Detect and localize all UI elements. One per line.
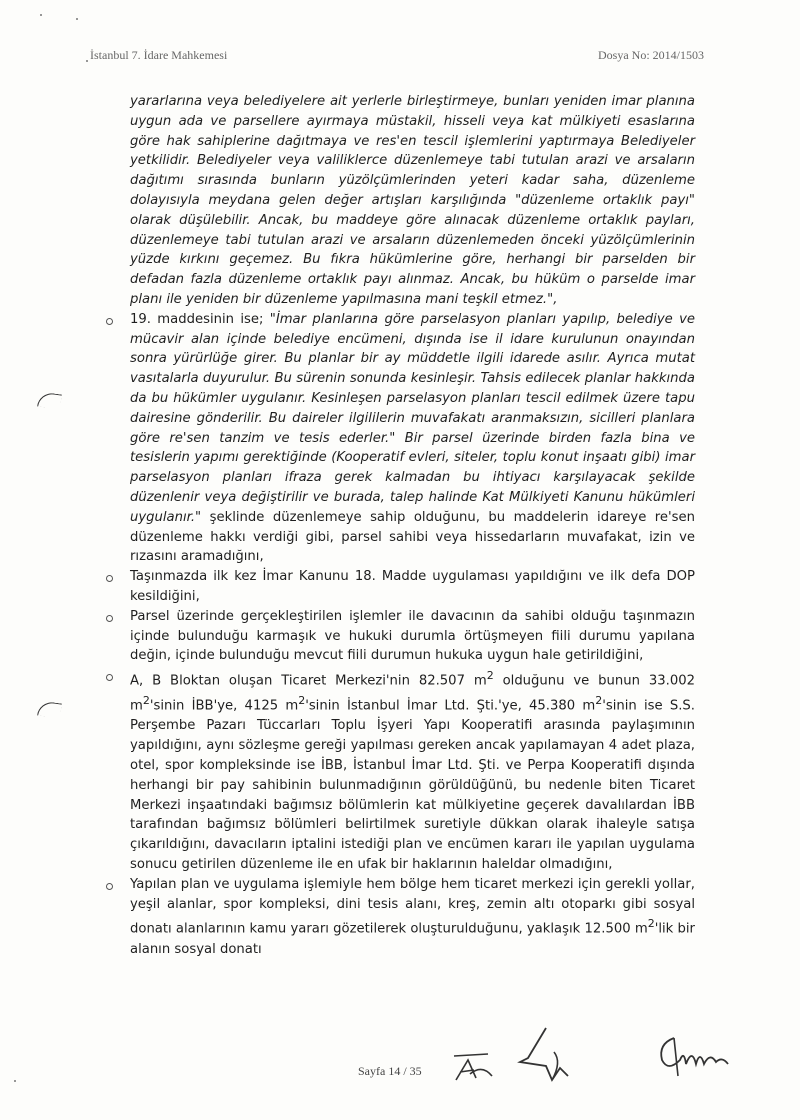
document-body xyxy=(130,92,695,959)
item-text: Taşınmazda ilk kez İmar Kanunu 18. Madde uygulaması yapıldığını ve ilk defa DOP kesildiğini, xyxy=(130,569,695,604)
superscript: 2 xyxy=(647,917,655,931)
scan-speck xyxy=(40,14,42,16)
item-text: olduğunu ve bunun 33.002 m xyxy=(130,673,695,714)
bullet-icon xyxy=(106,318,113,325)
signature-icon xyxy=(652,1030,738,1082)
list-item xyxy=(130,567,695,607)
item-text: 'lik bir alanın sosyal donatı xyxy=(130,921,695,957)
list-item xyxy=(130,607,695,666)
item-text: Yapılan plan ve uygulama işlemiyle hem bölge hem ticaret merkezi için gerekli yollar, yeşil alanlar, spor kompleksi, dini tesis alanı, kreş, zemin altı otoparkı gibi sosyal donatı alanlarının kamu yararı gözetilerek oluşturulduğunu, yaklaşık 12.500 m xyxy=(130,876,695,937)
initials-signature-icon xyxy=(448,1050,498,1086)
court-name: İstanbul 7. İdare Mahkemesi xyxy=(90,48,228,62)
margin-mark xyxy=(37,391,62,409)
bullet-icon xyxy=(106,575,113,582)
item-text: 'sinin İstanbul İmar Ltd. Şti.'ye, 45.380 m xyxy=(305,698,596,714)
bullet-icon xyxy=(106,615,113,622)
superscript: 2 xyxy=(298,694,306,708)
bullet-icon xyxy=(106,883,113,890)
item-text: şeklinde düzenlemeye sahip olduğunu, bu maddelerin idareye re'sen düzenleme hakkı verdiği gibi, parsel sahibi veya hissedarların muvafakat, izin ve rızasını aramadığını, xyxy=(130,509,695,565)
list-item xyxy=(130,875,695,960)
file-number: Dosya No: 2014/1503 xyxy=(598,48,704,62)
item-text: Parsel üzerinde gerçekleştirilen işlemler ile davacının da sahibi olduğu taşınmazın içinde bulunduğu karmaşık ve hukuki durumla örtüşmeyen fiili durumu yapılana değin, içinde bulunduğu mevcut fiili durumun hukuka uygun hale getirildiğini, xyxy=(130,608,695,664)
page-footer xyxy=(358,1060,422,1079)
item-text: 'sinin ise S.S. Perşembe Pazarı Tüccarları Toplu İşyeri Yapı Kooperatifi arasında paylaşımının yapıldığını, aynı sözleşme gereği yapılması gereken ancak yapılamayan 4 adet plaza, otel, spor kompleksinde ise İBB, İstanbul İmar Ltd. Şti. ve Perpa Kooperatifi dışında herhangi bir pay sahibinin bulunmadığının görüldüğünü, bu nedenle biten Ticaret Merkezi inşaatındaki bağımsız bölümlerin kat mülkiyetine geçerek davalılardan İBB tarafından bağımsız bölümleri belirtilmek suretiyle dükkan olarak ihaleyle satışa çıkarıldığını, davacıların iptalini istediği plan ve encümen kararı ile yapılan uygulama sonucu getirilen düzenleme ile en ufak bir haklarının haleldar olmadığını, xyxy=(130,698,695,873)
scan-speck xyxy=(86,60,88,62)
law-quote: "İmar planlarına göre parselasyon planları yapılıp, belediye ve mücavir alan içinde belediye encümeni, dışında ise il idare kurulunun onayından sonra yürürlüğe girer. Bu planlar bir ay müddetle ilgili idarede asılır. Ayrıca mutat vasıtalarla duyurulur. Bu sürenin sonunda kesinleşir. Tahsis edilecek planlar hakkında da bu hükümler uygulanır. Kesinleşen parselasyon planları tescil edilmek üzere tapu dairesine gönderilir. Bu daireler ilgililerin muvafakatı aranmaksızın, sicilleri planlara göre re'sen tanzim ve tesis ederler." Bir parsel üzerinde birden fazla bina ve tesislerin yapımı gerektiğinde (Kooperatif evleri, siteler, toplu konut inşaatı gibi) imar parselasyon planları ifraza gerek kalmadan bu ihtiyacı karşılayacak şekilde düzenlenir veya değiştirilir ve burada, talep halinde Kat Mülkiyeti Kanunu hükümleri uygulanır." xyxy=(130,311,695,525)
superscript: 2 xyxy=(486,669,494,683)
law-quote-paragraph: yararlarına veya belediyelere ait yerlerle birleştirmeye, bunları yeniden imar planına uygun ada ve parsellere ayırmaya müstakil, hisseli veya kat mülkiyeti esaslarına göre hak sahiplerine dağıtmaya ve res'en tescil işlemlerini yaptırmaya Belediyeler yetkilidir. Belediyeler veya valiliklerce düzenlemeye tabi tutulan arazi ve arsaların dağıtımı sırasında bunların yüzölçümlerinden yeteri kadar saha, düzenleme dolayısıyla meydana gelen değer artışları karşılığında "düzenleme ortaklık payı" olarak düşülebilir. Ancak, bu maddeye göre alınacak düzenleme ortaklık payları, düzenlemeye tabi tutulan arazi ve arsaların düzenlemeden önceki yüzölçümlerinin yüzde kırkını geçemez. Bu fıkra hükümlerine göre, herhangi bir parselden bir defadan fazla düzenleme ortaklık payı alınmaz. Ancak, bu hüküm o parselde imar planı ile yeniden bir düzenleme yapılmasına mani teşkil etmez.", xyxy=(130,94,695,307)
page-header xyxy=(90,48,704,68)
scan-speck xyxy=(76,18,78,20)
item-text: 19. maddesinin ise; xyxy=(130,311,270,327)
list-item xyxy=(130,666,695,875)
superscript: 2 xyxy=(595,694,603,708)
superscript: 2 xyxy=(142,694,150,708)
scan-speck xyxy=(14,1080,16,1082)
bullet-icon xyxy=(106,674,113,681)
signature-icon xyxy=(516,1022,592,1086)
item-text: 'sinin İBB'ye, 4125 m xyxy=(149,698,299,714)
item-text: A, B Bloktan oluşan Ticaret Merkezi'nin 82.507 m xyxy=(130,673,487,689)
margin-mark xyxy=(37,700,62,718)
list-item xyxy=(130,310,695,567)
page-number: Sayfa 14 / 35 xyxy=(358,1064,422,1078)
